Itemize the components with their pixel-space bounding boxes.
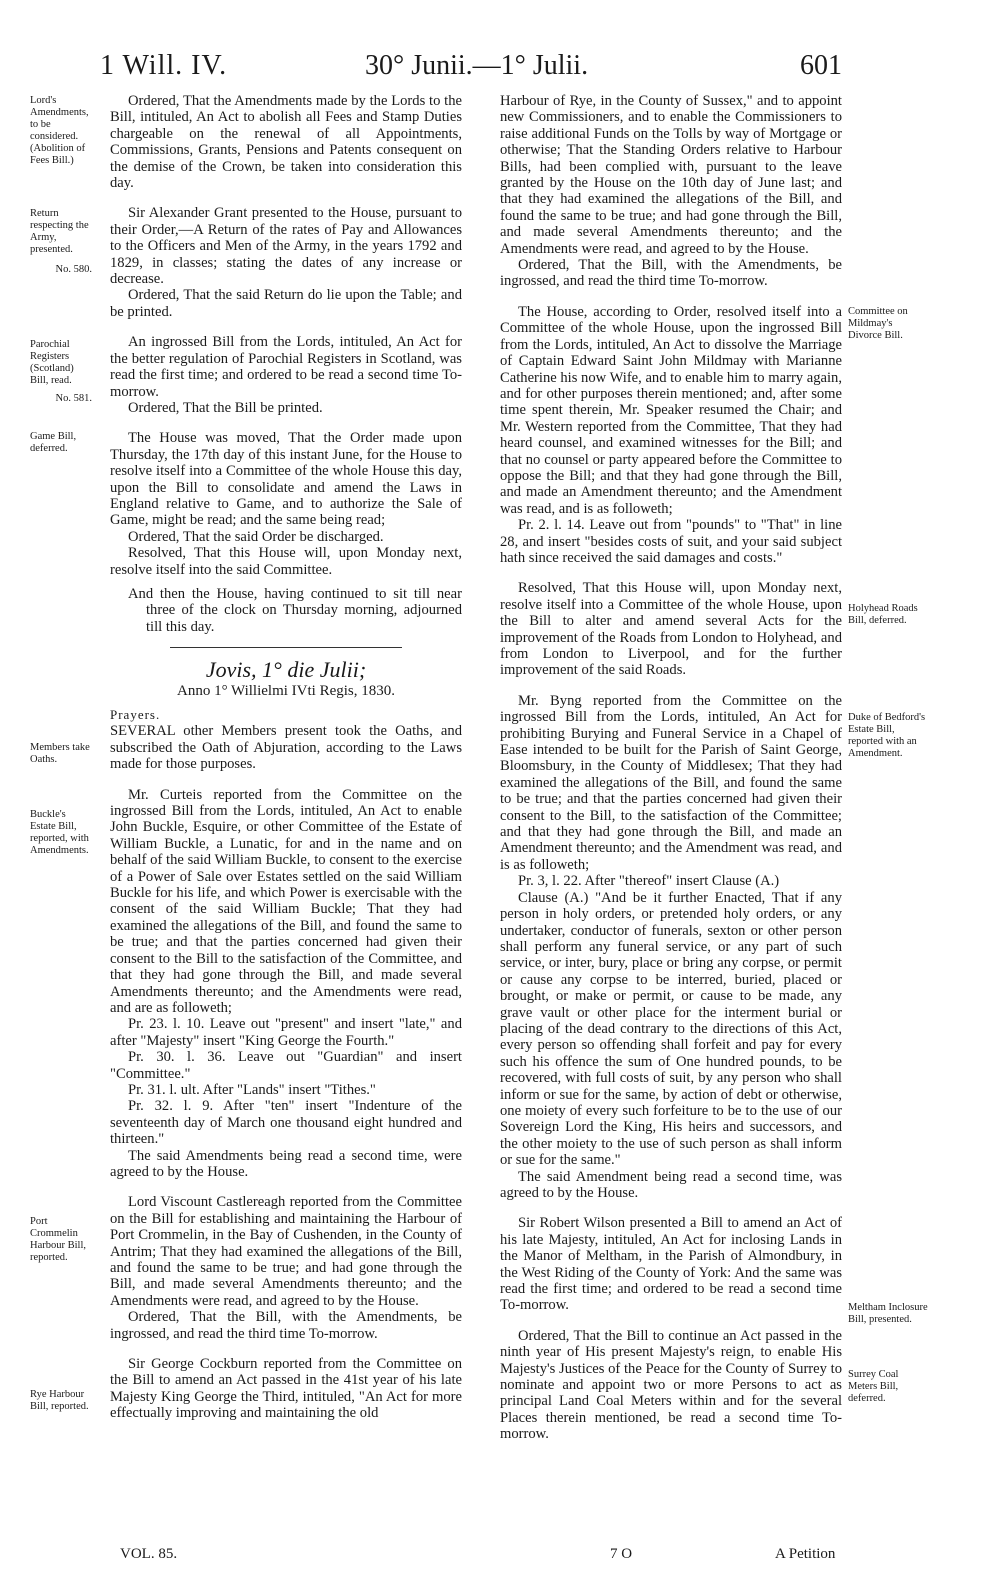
- paragraph: Sir Alexander Grant presented to the House, pursuant to their Order,—A Return of the rates of Pay and Allowances to the Officers and Men of the Army, in the years 1792 and 1829, in classes; stating the dates of any increase or decrease.: [110, 205, 462, 288]
- margin-note: Holyhead Roads Bill, deferred.: [848, 603, 918, 626]
- clause: Clause (A.) "And be it further Enacted, That if any person in holy orders, or pretended holy orders, or any undertaker, conductor of funerals, sexton or other person shall perform any funeral service, or any part of such service, or inter, bury, place or bring any corpse, or permit or cause any corpse to be interred, buried, placed or brought, or make or permit, or cause to be made, any grave vault or other place for the interment burial or placing of the dead contrary to the directions of this Act, every person so offending shall forfeit and pay for every such his offence the sum of One hundred pounds, to be recovered, with full costs of suit, by any person who shall inform or sue for the same, by action of debt or otherwise, one moiety of every such forfeiture to be to the use of our Sovereign Lord the King, His heirs and successors, and the other moiety to the use of such person as shall inform or sue for the same.": [500, 889, 842, 1169]
- margin-note: Committee on Mildmay's Divorce Bill.: [848, 306, 908, 341]
- margin-note: Parochial Registers (Scotland) Bill, read.: [30, 339, 74, 386]
- volume-number: VOL. 85.: [120, 1546, 178, 1562]
- paragraph: Harbour of Rye, in the County of Sussex," and to appoint new Commissioners, and to enable the Commissioners to raise additional Funds on the Tolls by way of Mortgage or otherwise; That the Standing Orders relative to Harbour Bills, had been complied with, pursuant to the leave granted by the House on the 10th day of June last; and that they had examined the allegations of the Bill, and found the same to be true; and had gone through the Bill, and made several Amendments thereunto; and the Amendments were read, and agreed to by the House.: [500, 93, 842, 257]
- paragraph: Ordered, That the Amendments made by the Lords to the Bill, intituled, An Act to abolish all Fees and Stamp Duties chargeable on the renewal of all Appointments, Commissions, Grants, Pensions and Patents consequent on the demise of the Crown, be taken into consideration this day.: [110, 93, 462, 192]
- prayers-heading: Prayers.: [110, 707, 161, 722]
- amendment: Pr. 32. l. 9. After "ten" insert "Indenture of the seventeenth day of March one thousand eight hundred and thirteen.": [110, 1098, 462, 1148]
- amendment: Pr. 3, l. 22. After "thereof" insert Clause (A.): [518, 873, 780, 890]
- paragraph: Mr. Byng reported from the Committee on the ingrossed Bill from the Lords, intituled, An Act for prohibiting Burying and Funeral Service in a Chapel of Ease intended to be built for the Parish of Saint George, Bloomsbury, in the County of Middlesex; That they had examined the allegations of the Bill, and found the same to be true; and that the parties concerned had given their consent to the Bill, to the satisfaction of the Committee; and that they had gone through the Bill, and made an Amendment thereunto; and the Amendment was read, and is as followeth;: [500, 692, 842, 873]
- catchword: A Petition: [775, 1546, 836, 1562]
- paragraph: The House, according to Order, resolved itself into a Committee of the whole House, upon the ingrossed Bill from the Lords, intituled, An Act to dissolve the Marriage of Captain Edward Saint John Mildmay with Marianne Catherine his now Wife, and to enable him to marry again, and for other purposes therein mentioned; and, after some time spent therein, Mr. Speaker resumed the Chair; and Mr. Western reported from the Committee, That they had heard counsel, and examined witnesses for the Bill; and that no counsel or party appeared before the Committee to oppose the Bill; and that they had gone through the Bill, and made an Amendment thereunto; and the Amendment was read, and is as followeth;: [500, 303, 842, 517]
- margin-note: Return respecting the Army, presented.: [30, 208, 89, 255]
- margin-note: Duke of Bedford's Estate Bill, reported with an Amendment.: [848, 712, 926, 759]
- margin-note: Meltham Inclosure Bill, presented.: [848, 1302, 928, 1325]
- margin-note: Game Bill, deferred.: [30, 431, 77, 454]
- paragraph: Ordered, That the Bill, with the Amendments, be ingrossed, and read the third time To-morrow.: [110, 1309, 462, 1342]
- left-column: [110, 93, 462, 1422]
- paragraph: Ordered, That the Bill to continue an Act passed in the ninth year of His present Majesty's reign, to enable His Majesty's Justices of the Peace for the County of Surrey to nominate and appoint two or more Persons to act as principal Land Coal Meters within and for the several Places therein mentioned, be read a second time To-morrow.: [500, 1327, 842, 1443]
- paragraph: Resolved, That this House will, upon Monday next, resolve itself into a Committee of the whole House, upon the Bill to alter and amend several Acts for the improvement of the Roads from London to Holyhead, and from London to Liverpool, and for the further improvement of the said Roads.: [500, 580, 842, 679]
- signature-mark: 7 O: [610, 1546, 633, 1562]
- amendment: Pr. 30. l. 36. Leave out "Guardian" and insert "Committee.": [110, 1049, 462, 1082]
- regnal-year: Anno 1° Willielmi IVti Regis, 1830.: [176, 682, 396, 699]
- margin-note: Lord's Amendments, to be considered. (Abolition of Fees Bill.): [30, 95, 89, 166]
- margin-note-number: No. 581.: [55, 393, 92, 404]
- adjournment: And then the House, having continued to sit till near three of the clock on Thursday morning, adjourned till this day.: [128, 585, 462, 635]
- amendment: Pr. 2. l. 14. Leave out from "pounds" to "That" in line 28, and insert "besides costs of suit, and your said subject hath since received the said damages and costs.": [500, 517, 842, 566]
- paragraph: The said Amendments being read a second time, were agreed to by the House.: [110, 1147, 462, 1180]
- header-date: 30° Junii.—1° Julii.: [365, 50, 589, 81]
- paragraph: Ordered, That the Bill, with the Amendments, be ingrossed, and read the third time To-morrow.: [500, 257, 842, 290]
- paragraph: Resolved, That this House will, upon Monday next, resolve itself into the said Committee.: [110, 545, 462, 578]
- paragraph: Ordered, That the said Order be discharged.: [128, 528, 384, 545]
- paragraph: Sir George Cockburn reported from the Committee on the Bill to amend an Act passed in the 41st year of his late Majesty King George the Third, intituled, "An Act for more effectually improving and maintaining the old: [110, 1356, 462, 1422]
- paragraph: Mr. Curteis reported from the Committee on the ingrossed Bill from the Lords, intituled, An Act to enable John Buckle, Esquire, or other Committee of the Estate of William Buckle, a Lunatic, for and in the name and on behalf of the said William Buckle, to consent to the exercise of a Power of Sale over Estates settled on the said William Buckle for his life, and which Power is exercisable with the consent of the said William Buckle; That they had examined the allegations of the Bill, and found the same to be true; and that the parties concerned had given their consent to the Bill to the satisfaction of the Committee, and that they had gone through the Bill, and made several Amendments thereunto; and the Amendments were read, and are as followeth;: [110, 786, 462, 1016]
- margin-note: Surrey Coal Meters Bill, deferred.: [848, 1369, 899, 1404]
- margin-note: Port Crommelin Harbour Bill, reported.: [30, 1216, 86, 1263]
- header-reign: 1 Will. IV.: [100, 50, 228, 81]
- paragraph: An ingrossed Bill from the Lords, intituled, An Act for the better regulation of Parochial Registers in Scotland, was read the first time; and ordered to be read a second time To-morrow.: [110, 334, 462, 400]
- running-header: [0, 50, 992, 90]
- section-divider: [170, 647, 402, 648]
- sitting-date: Jovis, 1° die Julii;: [205, 657, 367, 683]
- paragraph: Ordered, That the said Return do lie upon the Table; and be printed.: [110, 287, 462, 320]
- paragraph: The said Amendment being read a second time, was agreed to by the House.: [500, 1168, 842, 1201]
- page-number: 601: [800, 50, 842, 81]
- margin-note: Members take Oaths.: [30, 742, 90, 765]
- amendment: Pr. 23. l. 10. Leave out "present" and insert "late," and after "Majesty" insert "King George the Fourth.": [110, 1016, 462, 1049]
- amendment: Pr. 31. l. ult. After "Lands" insert "Tithes.": [128, 1081, 376, 1098]
- paragraph: The House was moved, That the Order made upon Thursday, the 17th day of this instant June, for the House to resolve itself into a Committee of the whole House this day, upon the Bill to consolidate and amend the Laws in England relative to Game, and to authorize the Sale of Game, might be read; and the same being read;: [110, 430, 462, 529]
- paragraph: Sir Robert Wilson presented a Bill to amend an Act of his late Majesty, intituled, An Act for inclosing Lands in the Manor of Meltham, in the Parish of Almondbury, in the West Riding of the County of York: And the same was read the first time; and ordered to be read a second time To-morrow.: [500, 1215, 842, 1314]
- right-column: [500, 93, 842, 1443]
- margin-note: Buckle's Estate Bill, reported, with Amendments.: [30, 809, 89, 856]
- paragraph: Lord Viscount Castlereagh reported from the Committee on the Bill for establishing and maintaining the Harbour of Port Crommelin, in the Bay of Cushenden, in the County of Antrim; That they had examined the allegations of the Bill, and found the same to be true; and had gone through the Bill, and made several Amendments thereunto; and the Amendments were read, and agreed to by the House.: [110, 1194, 462, 1309]
- paragraph: SEVERAL other Members present took the Oaths, and subscribed the Oath of Abjuration, according to the Laws made for those purposes.: [110, 723, 462, 773]
- margin-note-number: No. 580.: [55, 264, 92, 275]
- paragraph: Ordered, That the Bill be printed.: [128, 399, 323, 416]
- margin-note: Rye Harbour Bill, reported.: [30, 1389, 89, 1412]
